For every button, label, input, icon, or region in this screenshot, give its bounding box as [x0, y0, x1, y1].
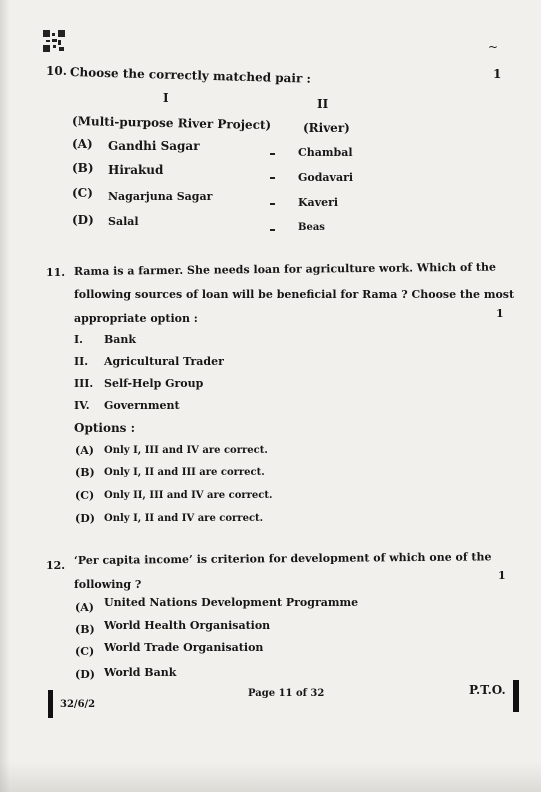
- q10-pair-river: Chambal: [298, 146, 353, 159]
- q11-source-num: II.: [74, 355, 89, 368]
- q10-pair-label: (B): [72, 161, 94, 175]
- footer-left-bar: [48, 690, 53, 718]
- q11-options-label: Options :: [74, 421, 136, 435]
- q11-option-text: Only I, II and IV are correct.: [104, 513, 264, 524]
- q10-col2-roman: II: [317, 97, 329, 111]
- q11-option-label: (A): [75, 444, 94, 457]
- q11-source-text: Agricultural Trader: [104, 355, 224, 368]
- page-bottom-shadow: [0, 762, 541, 792]
- q10-pair-dash: [270, 203, 275, 205]
- q11-source-text: Self-Help Group: [104, 377, 204, 390]
- q11-marks: 1: [496, 307, 504, 320]
- q10-pair-label: (C): [72, 186, 93, 200]
- q11-line: Rama is a farmer. She needs loan for agriculture work. Which of the: [73, 260, 496, 278]
- q11-source-num: III.: [74, 377, 94, 390]
- q10-pair-project: Nagarjuna Sagar: [108, 190, 213, 203]
- q11-source-text: Government: [104, 399, 180, 412]
- q10-pair-river: Beas: [298, 222, 325, 233]
- q11-line: following sources of loan will be beneficial for Rama ? Choose the most: [74, 288, 515, 301]
- q10-text: Choose the correctly matched pair :: [69, 65, 312, 86]
- q10-col2-header: (River): [303, 121, 350, 135]
- q10-pair-label: (D): [72, 213, 94, 227]
- q12-option-label: (D): [75, 668, 95, 681]
- q11-line: appropriate option :: [74, 312, 198, 325]
- q11-source-num: IV.: [74, 399, 90, 412]
- q12-marks: 1: [498, 569, 506, 582]
- q12-option-text: World Health Organisation: [104, 619, 271, 632]
- q11-option-label: (C): [75, 489, 95, 502]
- q10-pair-dash: [270, 177, 275, 179]
- q11-source-num: I.: [74, 333, 83, 346]
- q12-option-label: (C): [75, 645, 95, 658]
- q11-option-label: (D): [75, 512, 95, 525]
- q10-number: 10.: [46, 64, 67, 78]
- q12-option-text: United Nations Development Programme: [104, 596, 359, 609]
- q10-pair-project: Hirakud: [108, 163, 164, 177]
- q12-line: ‘Per capita income’ is criterion for development of which one of the: [73, 550, 492, 567]
- q11-option-text: Only I, II and III are correct.: [104, 467, 265, 478]
- footer-paper-code: 32/6/2: [60, 699, 96, 710]
- q10-marks: 1: [493, 67, 502, 81]
- q10-col1-roman: I: [163, 91, 169, 105]
- q12-option-label: (A): [75, 601, 94, 614]
- q11-option-text: Only I, III and IV are correct.: [104, 445, 268, 456]
- q10-pair-project: Gandhi Sagar: [108, 139, 200, 153]
- q10-pair-project: Salal: [108, 215, 139, 228]
- page-edge-shadow: [0, 0, 10, 792]
- q11-option-label: (B): [75, 466, 95, 479]
- corner-mark: ~: [488, 40, 499, 54]
- q12-line: following ?: [74, 578, 142, 591]
- q10-pair-dash: [270, 229, 275, 231]
- q11-number: 11.: [46, 266, 66, 279]
- q10-pair-dash: [270, 153, 275, 155]
- q11-option-text: Only II, III and IV are correct.: [104, 490, 273, 501]
- footer-pto: P.T.O.: [469, 683, 506, 697]
- q12-option-text: World Bank: [104, 666, 177, 679]
- q12-number: 12.: [46, 559, 66, 572]
- q10-pair-label: (A): [72, 137, 93, 151]
- q10-pair-river: Godavari: [298, 171, 354, 184]
- footer-page-number: Page 11 of 32: [248, 688, 325, 699]
- qr-code-icon: [43, 30, 65, 52]
- footer-right-bar: [513, 680, 519, 712]
- q10-pair-river: Kaveri: [298, 196, 339, 209]
- q11-source-text: Bank: [104, 333, 137, 346]
- q12-option-label: (B): [75, 623, 95, 636]
- q10-col1-header: (Multi-purpose River Project): [71, 114, 272, 133]
- q12-option-text: World Trade Organisation: [104, 641, 264, 654]
